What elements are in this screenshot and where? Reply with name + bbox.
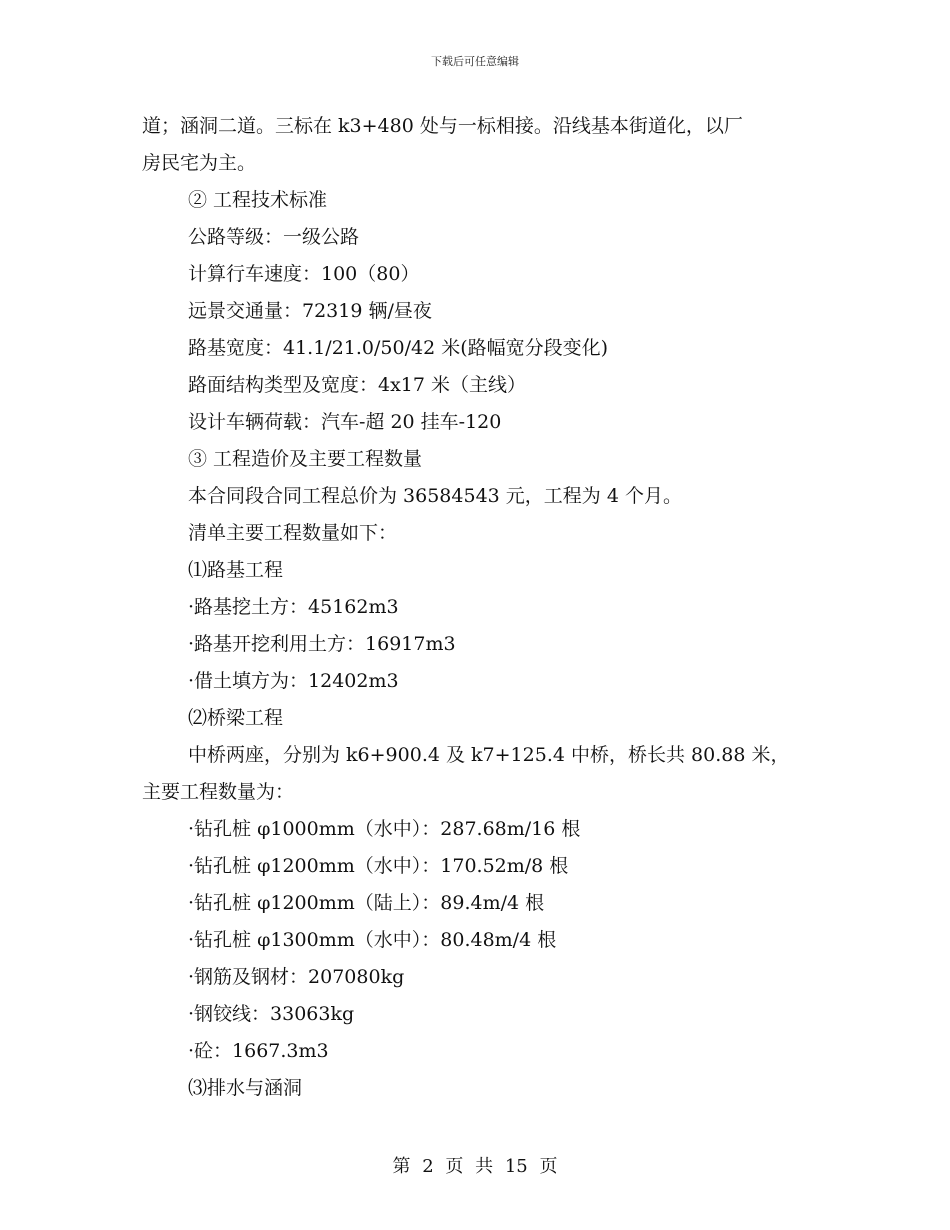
subsection-heading: ⑵桥梁工程 [188, 707, 284, 729]
list-item: ·钻孔桩 φ1200mm（陆上）：89.4m/4 根 [188, 892, 545, 914]
section-heading: ② 工程技术标准 [188, 189, 328, 211]
paragraph-line: 路基宽度：41.1/21.0/50/42 米(路幅宽分段变化) [188, 337, 609, 359]
paragraph-line: 清单主要工程数量如下： [188, 522, 398, 544]
paragraph-line: 远景交通量：72319 辆/昼夜 [188, 300, 432, 322]
subsection-heading: ⑶排水与涵洞 [188, 1077, 303, 1099]
list-item: ·钢筋及钢材：207080kg [188, 966, 405, 988]
page-footer: 第 2 页 共 15 页 [392, 1156, 558, 1177]
paragraph-line: 本合同段合同工程总价为 36584543 元，工程为 4 个月。 [188, 485, 682, 507]
list-item: ·路基挖土方：45162m3 [188, 596, 399, 618]
list-item: ·钻孔桩 φ1300mm（水中）：80.48m/4 根 [188, 929, 557, 951]
paragraph-line: 公路等级：一级公路 [188, 226, 360, 248]
list-item: ·钻孔桩 φ1000mm（水中）：287.68m/16 根 [188, 818, 581, 840]
paragraph-line: 计算行车速度：100（80） [188, 263, 420, 285]
page-header: 下载后可任意编辑 [431, 55, 519, 68]
document-body [142, 108, 812, 1107]
list-item: ·路基开挖利用土方：16917m3 [188, 633, 456, 655]
paragraph-line: 房民宅为主。 [142, 152, 257, 174]
list-item: ·钻孔桩 φ1200mm（水中）：170.52m/8 根 [188, 855, 569, 877]
list-item: ·借土填方为：12402m3 [188, 670, 399, 692]
paragraph-line: 路面结构类型及宽度：4x17 米（主线） [188, 374, 527, 396]
paragraph-line: 主要工程数量为： [142, 781, 295, 803]
paragraph-line: 设计车辆荷载：汽车-超 20 挂车-120 [188, 411, 502, 433]
subsection-heading: ⑴路基工程 [188, 559, 284, 581]
paragraph-line: 中桥两座，分别为 k6+900.4 及 k7+125.4 中桥，桥长共 80.88 米， [188, 744, 790, 766]
list-item: ·钢铰线：33063kg [188, 1003, 355, 1025]
list-item: ·砼：1667.3m3 [188, 1040, 329, 1062]
section-heading: ③ 工程造价及主要工程数量 [188, 448, 423, 470]
paragraph-line: 道；涵洞二道。三标在 k3+480 处与一标相接。沿线基本街道化，以厂 [142, 115, 743, 137]
